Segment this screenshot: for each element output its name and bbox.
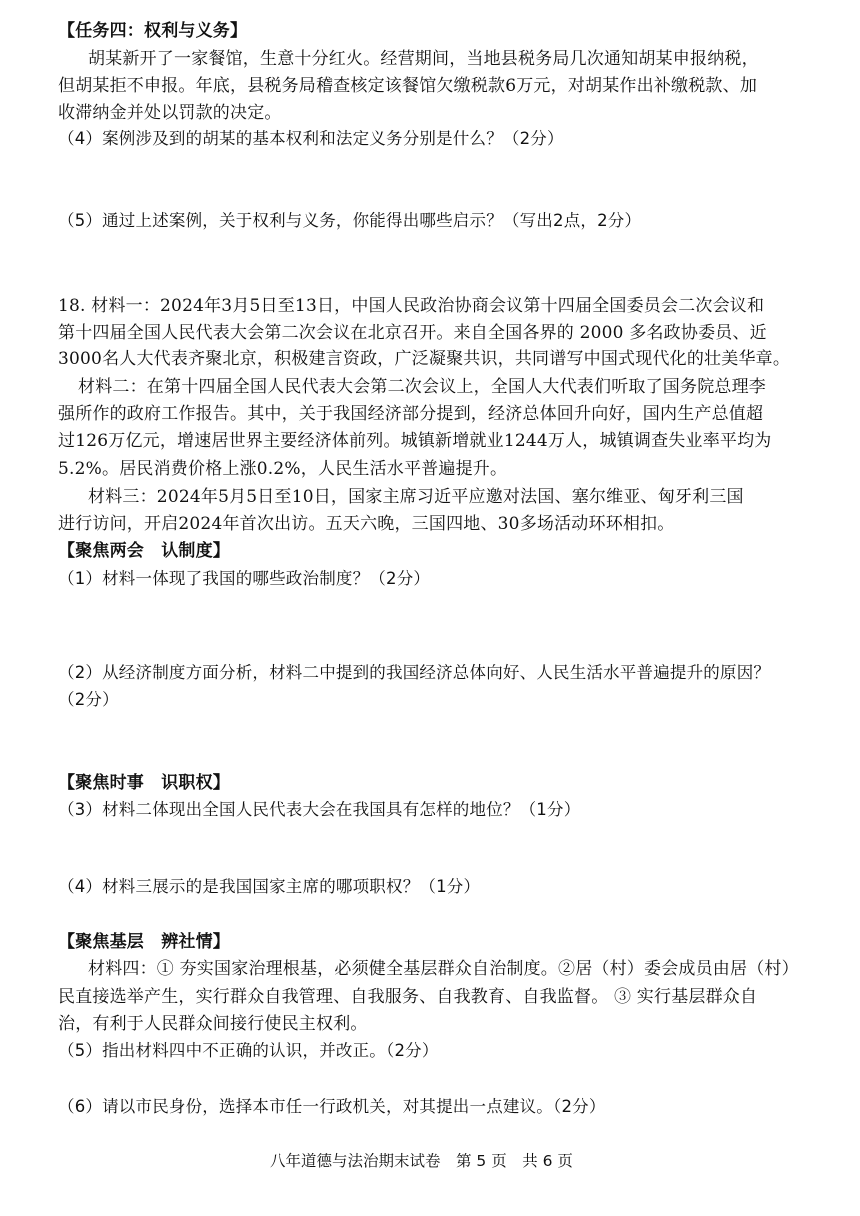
q18-material1-line-1: 18. 材料一：2024年3月5日至13日，中国人民政治协商会议第十四届全国委员会二次会议和 [58, 296, 765, 316]
q18-question-1: （1）材料一体现了我国的哪些政治制度？（2分） [58, 569, 431, 588]
q18-material3-line-1: 材料三：2024年5月5日至10日，国家主席习近平应邀对法国、塞尔维亚、匈牙利三国 [88, 487, 744, 507]
task4-heading: 【任务四：权利与义务】 [58, 21, 248, 41]
q18-question-6: （6）请以市民身份，选择本市任一行政机关，对其提出一点建议。（2分） [58, 1097, 606, 1116]
q18-material4-line-1: 材料四：① 夯实国家治理根基，必须健全基层群众自治制度。②居（村）委会成员由居（村） [88, 959, 799, 979]
task4-case-line-3: 收滞纳金并处以罚款的决定。 [58, 103, 282, 123]
q18-material2-line-4: 5.2%。居民消费价格上涨0.2%，人民生活水平普遍提升。 [58, 459, 508, 479]
q18-material1-line-2: 第十四届全国人民代表大会第二次会议在北京召开。来自全国各界的 2000 多名政协委员、近 [58, 323, 767, 343]
task4-question-5: （5）通过上述案例，关于权利与义务，你能得出哪些启示？（写出2点，2分） [58, 211, 642, 230]
task4-question-4: （4）案例涉及到的胡某的基本权利和法定义务分别是什么？（2分） [58, 129, 564, 148]
q18-material3-line-2: 进行访问，开启2024年首次出访。五天六晚，三国四地、30多场活动环环相扣。 [58, 514, 675, 534]
q18-question-4: （4）材料三展示的是我国国家主席的哪项职权？（1分） [58, 877, 481, 896]
q18-material4-line-2: 民直接选举产生，实行群众自我管理、自我服务、自我教育、自我监督。 ③ 实行基层群众自 [58, 987, 758, 1007]
task4-case-line-1: 胡某新开了一家餐馆，生意十分红火。经营期间，当地县税务局几次通知胡某申报纳税， [88, 49, 759, 69]
task4-case-line-2: 但胡某拒不申报。年底，县税务局稽查核定该餐馆欠缴税款6万元，对胡某作出补缴税款、加 [58, 76, 758, 96]
q18-question-2-line-1: （2）从经济制度方面分析，材料二中提到的我国经济总体向好、人民生活水平普遍提升的原因？ [58, 663, 771, 682]
q18-material2-line-3: 过126万亿元，增速居世界主要经济体前列。城镇新增就业1244万人，城镇调查失业率平均为 [58, 431, 772, 451]
q18-material2-line-2: 强所作的政府工作报告。其中，关于我国经济部分提到，经济总体回升向好，国内生产总值超 [58, 404, 764, 424]
page-footer: 八年道德与法治期末试卷 第 5 页 共 6 页 [270, 1152, 573, 1170]
q18-question-5: （5）指出材料四中不正确的认识，并改正。（2分） [58, 1041, 439, 1060]
q18-question-3: （3）材料二体现出全国人民代表大会在我国具有怎样的地位？（1分） [58, 800, 581, 819]
q18-question-2-line-2: （2分） [58, 690, 119, 709]
q18-material1-line-3: 3000名人大代表齐聚北京，积极建言资政，广泛凝聚共识，共同谱写中国式现代化的壮美华章。 [58, 349, 791, 369]
q18-material4-line-3: 治，有利于人民群众间接行使民主权利。 [58, 1014, 368, 1034]
section-heading-grassroots: 【聚焦基层 辨社情】 [58, 932, 230, 952]
section-heading-two-sessions: 【聚焦两会 认制度】 [58, 541, 230, 561]
section-heading-current-affairs: 【聚焦时事 识职权】 [58, 773, 230, 793]
q18-material2-line-1: 材料二：在第十四届全国人民代表大会第二次会议上，全国人大代表们听取了国务院总理李 [78, 377, 766, 397]
